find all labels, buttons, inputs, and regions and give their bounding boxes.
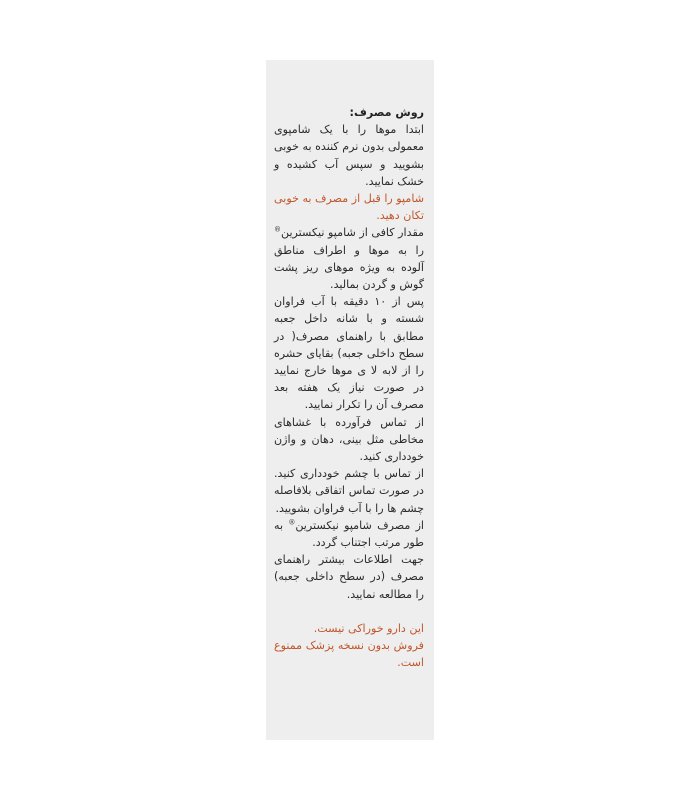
step-wash-hair: ابتدا موها را با یک شامپوی معمولی بدون نرم کننده به خوبی بشویید و سپس آب کشیده و خشک نمایید. xyxy=(274,123,424,188)
step-apply-shampoo-text-a: مقدار کافی از شامپو نیکسترین xyxy=(281,226,424,240)
usage-heading: روش مصرف: xyxy=(349,106,424,119)
registered-mark: ® xyxy=(288,518,296,527)
instruction-panel xyxy=(266,60,434,740)
step-rinse-comb: پس از ۱۰ دقیقه با آب فراوان شسته و با شانه داخل جعبه مطابق با راهنمای مصرف( در سطح داخلی جعبه) بقایای حشره را از لابه لا ی موها خارج نمایید در صورت نیاز یک هفته بعد مصرف آن را تکرار نمایید. xyxy=(274,295,424,412)
usage-instructions xyxy=(266,60,434,672)
not-edible-warning: این دارو خوراکی نیست. xyxy=(313,621,424,635)
eye-contact-caution: از تماس با چشم خودداری کنید. در صورت تماس اتفاقی بلافاصله چشم ها را با آب فراوان بشویید. xyxy=(274,467,424,515)
shake-warning: شامپو را قبل از مصرف به خوبی تکان دهید. xyxy=(274,192,424,223)
step-apply-shampoo-text-b: را به موها و اطراف مناطق آلوده به ویژه موهای ریز پشت گوش و گردن بمالید. xyxy=(274,243,424,292)
more-info-note: جهت اطلاعات بیشتر راهنمای مصرف (در سطح داخلی جعبه) را مطالعه نمایید. xyxy=(274,553,424,601)
mucous-membrane-caution: از تماس فرآورده با غشاهای مخاطی مثل بینی، دهان و واژن خودداری کنید. xyxy=(274,415,424,464)
prescription-warning: فروش بدون نسخه پزشک ممنوع است. xyxy=(274,639,424,670)
regular-use-caution-text-b: به طور مرتب اجتناب گردد. xyxy=(274,518,424,550)
registered-mark: ® xyxy=(274,225,281,234)
step-apply-shampoo xyxy=(274,224,424,293)
regular-use-caution-text-a: از مصرف شامپو نیکسترین xyxy=(295,518,425,532)
regular-use-caution xyxy=(274,517,424,551)
